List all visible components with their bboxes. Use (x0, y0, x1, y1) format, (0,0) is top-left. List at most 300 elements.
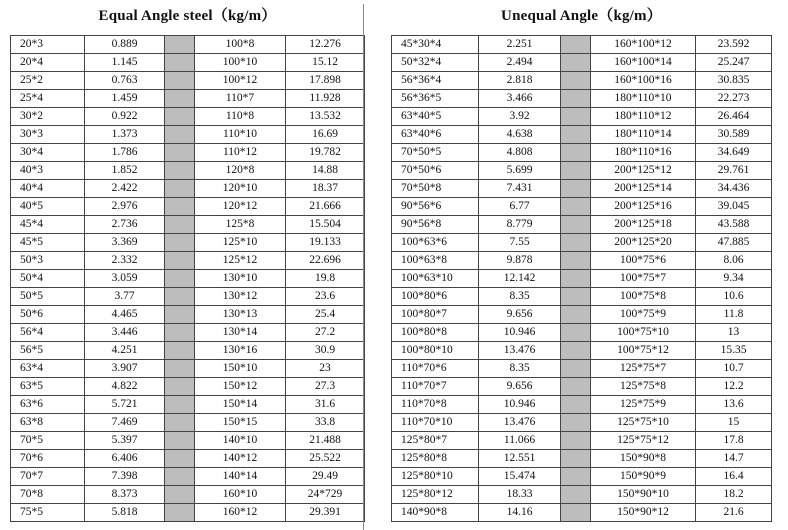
weight-cell: 47.885 (696, 234, 772, 252)
size-cell: 180*110*14 (591, 126, 696, 144)
size-cell: 40*5 (11, 198, 85, 216)
table-row (11, 414, 365, 432)
weight-cell: 24*729 (286, 486, 365, 504)
table-row (392, 432, 772, 450)
separator-cell (561, 504, 591, 522)
separator-cell (165, 360, 195, 378)
weight-cell: 8.779 (479, 216, 561, 234)
size-cell: 70*8 (11, 486, 85, 504)
weight-cell: 9.656 (479, 306, 561, 324)
table-row (11, 108, 365, 126)
size-cell: 70*50*5 (392, 144, 479, 162)
table-row (392, 36, 772, 54)
size-cell: 100*75*7 (591, 270, 696, 288)
size-cell: 125*10 (195, 234, 286, 252)
weight-cell: 1.145 (85, 54, 165, 72)
weight-cell: 6.406 (85, 450, 165, 468)
size-cell: 50*5 (11, 288, 85, 306)
table-row (392, 450, 772, 468)
separator-cell (165, 414, 195, 432)
table-row (11, 324, 365, 342)
weight-cell: 13.532 (286, 108, 365, 126)
weight-cell: 16.4 (696, 468, 772, 486)
weight-cell: 29.49 (286, 468, 365, 486)
separator-cell (165, 108, 195, 126)
size-cell: 100*80*8 (392, 324, 479, 342)
size-cell: 150*14 (195, 396, 286, 414)
size-cell: 130*14 (195, 324, 286, 342)
size-cell: 50*4 (11, 270, 85, 288)
weight-cell: 10.7 (696, 360, 772, 378)
weight-cell: 2.251 (479, 36, 561, 54)
separator-cell (561, 432, 591, 450)
weight-cell: 21.6 (696, 504, 772, 522)
separator-cell (561, 270, 591, 288)
size-cell: 110*70*8 (392, 396, 479, 414)
weight-cell: 11.066 (479, 432, 561, 450)
weight-cell: 2.976 (85, 198, 165, 216)
table-row (392, 216, 772, 234)
separator-cell (561, 144, 591, 162)
table-row (392, 360, 772, 378)
table-row (392, 252, 772, 270)
size-cell: 200*125*20 (591, 234, 696, 252)
size-cell: 125*80*10 (392, 468, 479, 486)
size-cell: 40*4 (11, 180, 85, 198)
weight-cell: 3.466 (479, 90, 561, 108)
separator-cell (165, 36, 195, 54)
separator-cell (165, 126, 195, 144)
weight-cell: 1.852 (85, 162, 165, 180)
weight-cell: 21.488 (286, 432, 365, 450)
unequal-angle-panel (391, 0, 772, 522)
table-row (11, 36, 365, 54)
table-row (392, 486, 772, 504)
weight-cell: 10.6 (696, 288, 772, 306)
weight-cell: 0.763 (85, 72, 165, 90)
weight-cell: 9.656 (479, 378, 561, 396)
size-cell: 100*80*6 (392, 288, 479, 306)
size-cell: 200*125*14 (591, 180, 696, 198)
separator-cell (165, 270, 195, 288)
weight-cell: 39.045 (696, 198, 772, 216)
weight-cell: 11.928 (286, 90, 365, 108)
separator-cell (561, 468, 591, 486)
size-cell: 125*80*8 (392, 450, 479, 468)
size-cell: 150*90*12 (591, 504, 696, 522)
size-cell: 70*6 (11, 450, 85, 468)
size-cell: 70*5 (11, 432, 85, 450)
separator-cell (561, 414, 591, 432)
size-cell: 110*70*7 (392, 378, 479, 396)
weight-cell: 15.35 (696, 342, 772, 360)
size-cell: 20*4 (11, 54, 85, 72)
weight-cell: 10.946 (479, 324, 561, 342)
separator-cell (561, 306, 591, 324)
weight-cell: 7.398 (85, 468, 165, 486)
separator-cell (165, 234, 195, 252)
size-cell: 110*70*6 (392, 360, 479, 378)
size-cell: 180*110*16 (591, 144, 696, 162)
size-cell: 150*10 (195, 360, 286, 378)
size-cell: 45*4 (11, 216, 85, 234)
table-row (11, 252, 365, 270)
weight-cell: 13.6 (696, 396, 772, 414)
size-cell: 110*8 (195, 108, 286, 126)
separator-cell (561, 360, 591, 378)
size-cell: 180*110*10 (591, 90, 696, 108)
weight-cell: 4.465 (85, 306, 165, 324)
table-row (11, 396, 365, 414)
separator-cell (561, 324, 591, 342)
table-row (392, 270, 772, 288)
weight-cell: 9.34 (696, 270, 772, 288)
size-cell: 180*110*12 (591, 108, 696, 126)
separator-cell (561, 54, 591, 72)
table-row (11, 270, 365, 288)
separator-cell (561, 180, 591, 198)
size-cell: 25*4 (11, 90, 85, 108)
table-row (392, 468, 772, 486)
table-row (11, 90, 365, 108)
weight-cell: 12.551 (479, 450, 561, 468)
separator-cell (561, 252, 591, 270)
weight-cell: 8.373 (85, 486, 165, 504)
weight-cell: 7.469 (85, 414, 165, 432)
separator-cell (165, 396, 195, 414)
weight-cell: 27.2 (286, 324, 365, 342)
separator-cell (561, 126, 591, 144)
separator-cell (165, 144, 195, 162)
weight-cell: 8.06 (696, 252, 772, 270)
weight-cell: 14.16 (479, 504, 561, 522)
table-row (392, 90, 772, 108)
size-cell: 200*125*12 (591, 162, 696, 180)
separator-cell (165, 252, 195, 270)
separator-cell (561, 36, 591, 54)
table-row (11, 450, 365, 468)
size-cell: 63*5 (11, 378, 85, 396)
size-cell: 125*12 (195, 252, 286, 270)
weight-cell: 21.666 (286, 198, 365, 216)
size-cell: 160*100*16 (591, 72, 696, 90)
equal-angle-panel (10, 0, 365, 522)
table-row (11, 432, 365, 450)
weight-cell: 27.3 (286, 378, 365, 396)
equal-angle-title: Equal Angle steel（kg/m） (98, 8, 277, 24)
separator-cell (165, 432, 195, 450)
weight-cell: 2.332 (85, 252, 165, 270)
size-cell: 50*32*4 (392, 54, 479, 72)
separator-cell (165, 504, 195, 522)
weight-cell: 33.8 (286, 414, 365, 432)
weight-cell: 34.649 (696, 144, 772, 162)
size-cell: 125*8 (195, 216, 286, 234)
weight-cell: 23.6 (286, 288, 365, 306)
weight-cell: 2.818 (479, 72, 561, 90)
size-cell: 30*2 (11, 108, 85, 126)
size-cell: 130*10 (195, 270, 286, 288)
separator-cell (561, 108, 591, 126)
table-row (11, 288, 365, 306)
size-cell: 120*8 (195, 162, 286, 180)
table-row (392, 126, 772, 144)
size-cell: 20*3 (11, 36, 85, 54)
separator-cell (165, 162, 195, 180)
size-cell: 110*12 (195, 144, 286, 162)
size-cell: 150*15 (195, 414, 286, 432)
size-cell: 110*70*10 (392, 414, 479, 432)
separator-cell (165, 72, 195, 90)
weight-cell: 14.7 (696, 450, 772, 468)
separator-cell (165, 306, 195, 324)
table-row (392, 306, 772, 324)
size-cell: 100*75*8 (591, 288, 696, 306)
table-row (11, 468, 365, 486)
separator-cell (165, 180, 195, 198)
size-cell: 56*36*4 (392, 72, 479, 90)
panel-divider (363, 4, 364, 530)
weight-cell: 4.808 (479, 144, 561, 162)
weight-cell: 15.12 (286, 54, 365, 72)
size-cell: 125*75*7 (591, 360, 696, 378)
size-cell: 100*75*10 (591, 324, 696, 342)
table-row (392, 72, 772, 90)
table-row (11, 72, 365, 90)
weight-cell: 22.696 (286, 252, 365, 270)
size-cell: 63*4 (11, 360, 85, 378)
size-cell: 50*3 (11, 252, 85, 270)
size-cell: 45*5 (11, 234, 85, 252)
table-row (11, 162, 365, 180)
separator-cell (561, 90, 591, 108)
weight-cell: 13.476 (479, 414, 561, 432)
weight-cell: 34.436 (696, 180, 772, 198)
size-cell: 100*80*10 (392, 342, 479, 360)
weight-cell: 8.35 (479, 360, 561, 378)
weight-cell: 4.251 (85, 342, 165, 360)
weight-cell: 3.369 (85, 234, 165, 252)
size-cell: 125*75*10 (591, 414, 696, 432)
weight-cell: 10.946 (479, 396, 561, 414)
size-cell: 120*10 (195, 180, 286, 198)
size-cell: 70*7 (11, 468, 85, 486)
weight-cell: 25.247 (696, 54, 772, 72)
weight-cell: 1.459 (85, 90, 165, 108)
size-cell: 100*8 (195, 36, 286, 54)
weight-cell: 2.494 (479, 54, 561, 72)
weight-cell: 4.822 (85, 378, 165, 396)
size-cell: 140*14 (195, 468, 286, 486)
separator-cell (165, 468, 195, 486)
separator-cell (165, 378, 195, 396)
weight-cell: 11.8 (696, 306, 772, 324)
separator-cell (561, 162, 591, 180)
size-cell: 56*4 (11, 324, 85, 342)
table-row (11, 180, 365, 198)
table-row (392, 504, 772, 522)
weight-cell: 3.059 (85, 270, 165, 288)
size-cell: 100*63*6 (392, 234, 479, 252)
table-row (392, 234, 772, 252)
size-cell: 40*3 (11, 162, 85, 180)
weight-cell: 0.922 (85, 108, 165, 126)
weight-cell: 18.33 (479, 486, 561, 504)
weight-cell: 43.588 (696, 216, 772, 234)
weight-cell: 7.431 (479, 180, 561, 198)
size-cell: 56*36*5 (392, 90, 479, 108)
separator-cell (165, 324, 195, 342)
size-cell: 100*10 (195, 54, 286, 72)
size-cell: 125*80*7 (392, 432, 479, 450)
weight-cell: 12.142 (479, 270, 561, 288)
size-cell: 63*8 (11, 414, 85, 432)
separator-cell (561, 198, 591, 216)
separator-cell (165, 198, 195, 216)
weight-cell: 14.88 (286, 162, 365, 180)
table-row (392, 414, 772, 432)
weight-cell: 5.397 (85, 432, 165, 450)
size-cell: 63*6 (11, 396, 85, 414)
table-row (11, 234, 365, 252)
separator-cell (165, 216, 195, 234)
table-row (392, 342, 772, 360)
size-cell: 150*90*10 (591, 486, 696, 504)
separator-cell (165, 90, 195, 108)
size-cell: 125*75*9 (591, 396, 696, 414)
size-cell: 30*3 (11, 126, 85, 144)
weight-cell: 5.721 (85, 396, 165, 414)
weight-cell: 13 (696, 324, 772, 342)
equal-angle-table (10, 35, 365, 522)
weight-cell: 15.474 (479, 468, 561, 486)
weight-cell: 5.699 (479, 162, 561, 180)
size-cell: 30*4 (11, 144, 85, 162)
size-cell: 63*40*6 (392, 126, 479, 144)
weight-cell: 12.276 (286, 36, 365, 54)
size-cell: 100*80*7 (392, 306, 479, 324)
weight-cell: 18.2 (696, 486, 772, 504)
weight-cell: 15.504 (286, 216, 365, 234)
size-cell: 130*16 (195, 342, 286, 360)
table-row (11, 360, 365, 378)
table-row (392, 396, 772, 414)
weight-cell: 15 (696, 414, 772, 432)
size-cell: 160*10 (195, 486, 286, 504)
size-cell: 63*40*5 (392, 108, 479, 126)
size-cell: 90*56*6 (392, 198, 479, 216)
weight-cell: 1.786 (85, 144, 165, 162)
size-cell: 200*125*16 (591, 198, 696, 216)
size-cell: 75*5 (11, 504, 85, 522)
size-cell: 70*50*8 (392, 180, 479, 198)
size-cell: 140*12 (195, 450, 286, 468)
weight-cell: 16.69 (286, 126, 365, 144)
weight-cell: 23 (286, 360, 365, 378)
size-cell: 140*90*8 (392, 504, 479, 522)
size-cell: 200*125*18 (591, 216, 696, 234)
size-cell: 56*5 (11, 342, 85, 360)
size-cell: 110*10 (195, 126, 286, 144)
weight-cell: 19.8 (286, 270, 365, 288)
separator-cell (561, 396, 591, 414)
size-cell: 50*6 (11, 306, 85, 324)
size-cell: 130*13 (195, 306, 286, 324)
weight-cell: 18.37 (286, 180, 365, 198)
size-cell: 110*7 (195, 90, 286, 108)
size-cell: 100*75*12 (591, 342, 696, 360)
separator-cell (561, 342, 591, 360)
size-cell: 150*90*8 (591, 450, 696, 468)
weight-cell: 25.522 (286, 450, 365, 468)
separator-cell (561, 378, 591, 396)
size-cell: 125*75*8 (591, 378, 696, 396)
separator-cell (561, 450, 591, 468)
size-cell: 120*12 (195, 198, 286, 216)
weight-cell: 1.373 (85, 126, 165, 144)
separator-cell (165, 342, 195, 360)
weight-cell: 9.878 (479, 252, 561, 270)
separator-cell (561, 486, 591, 504)
size-cell: 150*90*9 (591, 468, 696, 486)
size-cell: 100*63*10 (392, 270, 479, 288)
weight-cell: 7.55 (479, 234, 561, 252)
weight-cell: 17.898 (286, 72, 365, 90)
table-row (392, 162, 772, 180)
unequal-angle-table (391, 35, 772, 522)
size-cell: 100*75*6 (591, 252, 696, 270)
weight-cell: 3.77 (85, 288, 165, 306)
table-row (11, 342, 365, 360)
table-row (392, 378, 772, 396)
weight-cell: 6.77 (479, 198, 561, 216)
size-cell: 160*12 (195, 504, 286, 522)
weight-cell: 30.589 (696, 126, 772, 144)
size-cell: 160*100*12 (591, 36, 696, 54)
weight-cell: 3.92 (479, 108, 561, 126)
weight-cell: 31.6 (286, 396, 365, 414)
separator-cell (165, 486, 195, 504)
separator-cell (561, 288, 591, 306)
size-cell: 125*80*12 (392, 486, 479, 504)
table-row (11, 216, 365, 234)
separator-cell (561, 216, 591, 234)
table-row (392, 198, 772, 216)
separator-cell (165, 54, 195, 72)
weight-cell: 13.476 (479, 342, 561, 360)
weight-cell: 5.818 (85, 504, 165, 522)
weight-cell: 26.464 (696, 108, 772, 126)
size-cell: 100*63*8 (392, 252, 479, 270)
weight-cell: 2.736 (85, 216, 165, 234)
size-cell: 100*12 (195, 72, 286, 90)
table-row (11, 144, 365, 162)
weight-cell: 4.638 (479, 126, 561, 144)
weight-cell: 30.835 (696, 72, 772, 90)
size-cell: 70*50*6 (392, 162, 479, 180)
table-row (392, 288, 772, 306)
size-cell: 100*75*9 (591, 306, 696, 324)
table-row (11, 54, 365, 72)
weight-cell: 29.761 (696, 162, 772, 180)
unequal-angle-title: Unequal Angle（kg/m） (501, 8, 662, 24)
weight-cell: 3.446 (85, 324, 165, 342)
table-row (392, 324, 772, 342)
table-row (392, 180, 772, 198)
weight-cell: 19.133 (286, 234, 365, 252)
weight-cell: 2.422 (85, 180, 165, 198)
separator-cell (165, 450, 195, 468)
